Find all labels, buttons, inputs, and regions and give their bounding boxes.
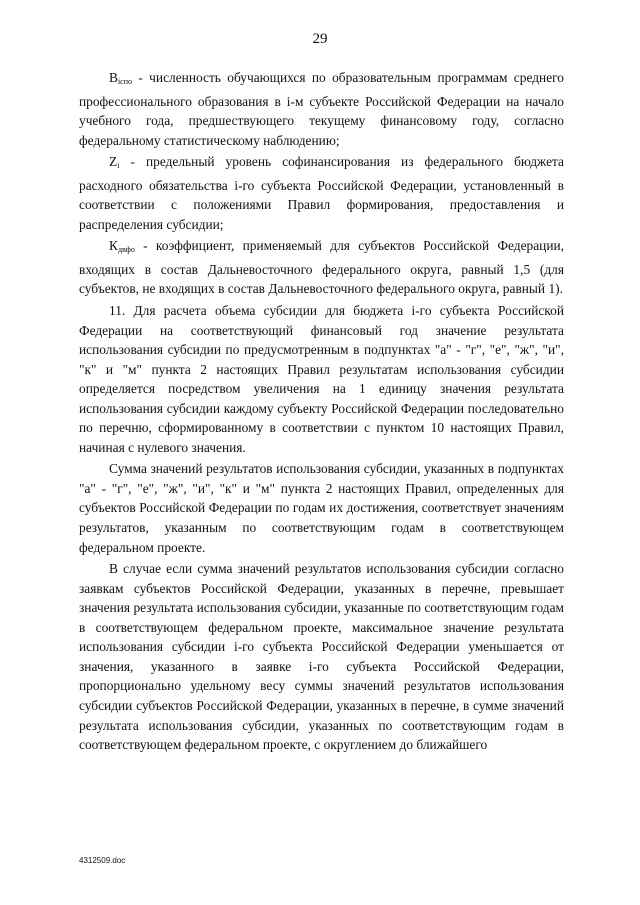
definition-k-text: - коэффициент, применяемый для субъектов Российской Федерации, входящих в состав Дальневосточного федерального округа, равный 1,5 (для субъектов, не входящих в состав Дальневосточного федерального округа, равный 1).	[79, 238, 564, 297]
symbol-b-subscript: iспо	[117, 77, 132, 86]
symbol-k-subscript: двфо	[117, 245, 135, 255]
definition-b-ispo	[79, 68, 564, 150]
definition-z	[79, 152, 564, 234]
symbol-z: Z	[109, 154, 118, 170]
footer-filename: 4312509.doc	[79, 856, 126, 865]
definition-b-text: - численность обучающихся по образовательным программам среднего профессионального образования в i-м субъекте Российской Федерации на начало учебного года, предшествующего текущему финансовому году, согласно федеральному статистическому наблюдению;	[79, 70, 564, 148]
paragraph-excess-case: В случае если сумма значений результатов использования субсидии согласно заявкам субъектов Российской Федерации, указанных в перечне, превышает значения результата использования субсидии, указанные по соответствующим годам в соответствующем федеральном проекте, максимальное значение результата использования субсидии i-го субъекта Российской Федерации уменьшается от значения, указанного в заявке i-го субъекта Российской Федерации, пропорционально удельному весу суммы значений результатов использования субсидии субъектов Российской Федерации, указанных в перечне, в сумме значений результата использования субсидии, указанных по соответствующим годам в соответствующем федеральном проекте, с округлением до ближайшего	[79, 561, 564, 753]
symbol-k: К	[109, 238, 118, 254]
definition-z-text: - предельный уровень софинансирования из федерального бюджета расходного обязательства i-го субъекта Российской Федерации, установленный в соответствии с положениями Правил формирования, предоставления и распределения субсидии;	[79, 154, 564, 232]
symbol-z-subscript: i	[117, 161, 120, 171]
symbol-b: B	[109, 70, 118, 85]
paragraph-sum-of-values: Сумма значений результатов использования субсидии, указанных в подпунктах "а" - "г", "е", "ж", "и", "к" и "м" пункта 2 настоящих Правил, определенных для субъектов Российской Федерации по годам их достижения, соответствует значениям результатов, указанным по соответствующим годам в соответствующем федеральном проекте.	[79, 461, 564, 555]
definition-k-dvfo	[79, 236, 564, 299]
page-number: 29	[312, 31, 328, 47]
paragraph-11: 11. Для расчета объема субсидии для бюджета i-го субъекта Российской Федерации на соответствующий финансовый год значение результата использования субсидии по предусмотренным в подпунктах "а" - "г", "е", "ж", "и", "к" и "м" пункта 2 настоящих Правил результатам использования субсидии определяется посредством увеличения на 1 единицу значения результата использования субсидии каждому субъекту Российской Федерации последовательно по перечню, сформированному в соответствии с пунктом 10 настоящих Правил, начиная с нулевого значения.	[79, 303, 564, 455]
document-body	[79, 68, 564, 755]
